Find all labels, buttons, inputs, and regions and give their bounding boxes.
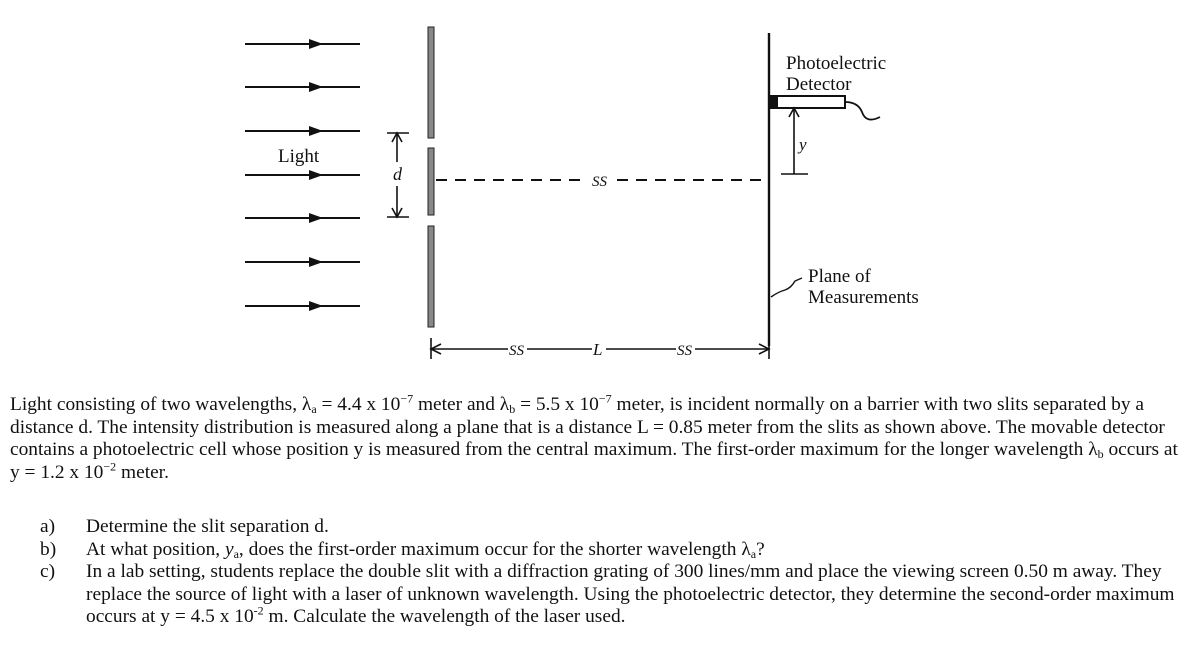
question-a-label: a) (40, 516, 56, 537)
barrier-middle-segment (428, 148, 434, 215)
question-a-text: Determine the slit separation d. (86, 516, 329, 537)
detector-tip (769, 96, 778, 108)
detector-cable (845, 102, 880, 120)
question-c-label: c) (40, 561, 56, 582)
plane-label-leader (771, 278, 802, 297)
problem-statement: Light consisting of two wavelengths, $\lambda_a = 4.4$ x $10^{-7}$ meter and $\lambda_b = 5.5$ x $10^{-7}$ meter, is incident normally on a barrier with two slits separated by a distance d. The intensity distribution is measured along a plane that is a distance L = 0.85 meter from the slits as shown above. The movable detector contains a photoelectric cell whose position y is measured from the central maximum. The first-order maximum for the longer wavelength $\lambda_b$ occurs at y = 1.2 x $10^{-2}$ meter. (10, 391, 1178, 483)
plane-label-line-1: Plane of (808, 266, 871, 287)
barrier-bottom-segment (428, 226, 434, 327)
detector-label-line-1: Photoelectric (786, 53, 887, 74)
question-c (40, 561, 1190, 629)
plane-label-line-2: Measurements (808, 287, 919, 308)
detector-label-line-2: Detector (786, 74, 852, 95)
light-rays (245, 44, 360, 306)
photoelectric-detector (769, 96, 845, 108)
question-b-label: b) (40, 538, 57, 560)
barrier (428, 27, 434, 327)
barrier-top-segment (428, 27, 434, 138)
distance-L-label: L (593, 340, 603, 359)
question-c-text: In a lab setting, students replace the double slit with a diffraction grating of 300 lines/mm and place the viewing screen 0.50 m away. They replace the source of light with a laser of unknown wavelength. Using the photoelectric detector, they determine the second-order maximum occurs at y = 4.5 x $10^{-2}$ m. Calculate the wavelength of the laser used. (86, 561, 1175, 627)
light-label: Light (278, 146, 320, 167)
question-a (40, 516, 1190, 539)
distance-break-left: SS (509, 343, 524, 359)
question-list (40, 516, 1190, 629)
axis-break-symbol: SS (592, 174, 607, 190)
distance-break-right: SS (677, 343, 692, 359)
question-b (40, 539, 1190, 562)
y-label: y (799, 135, 807, 154)
question-b-text: At what position, $y_a$, does the first-order maximum occur for the shorter wavelength $\lambda_a$? (86, 538, 765, 561)
slit-separation-label: d (393, 164, 402, 184)
